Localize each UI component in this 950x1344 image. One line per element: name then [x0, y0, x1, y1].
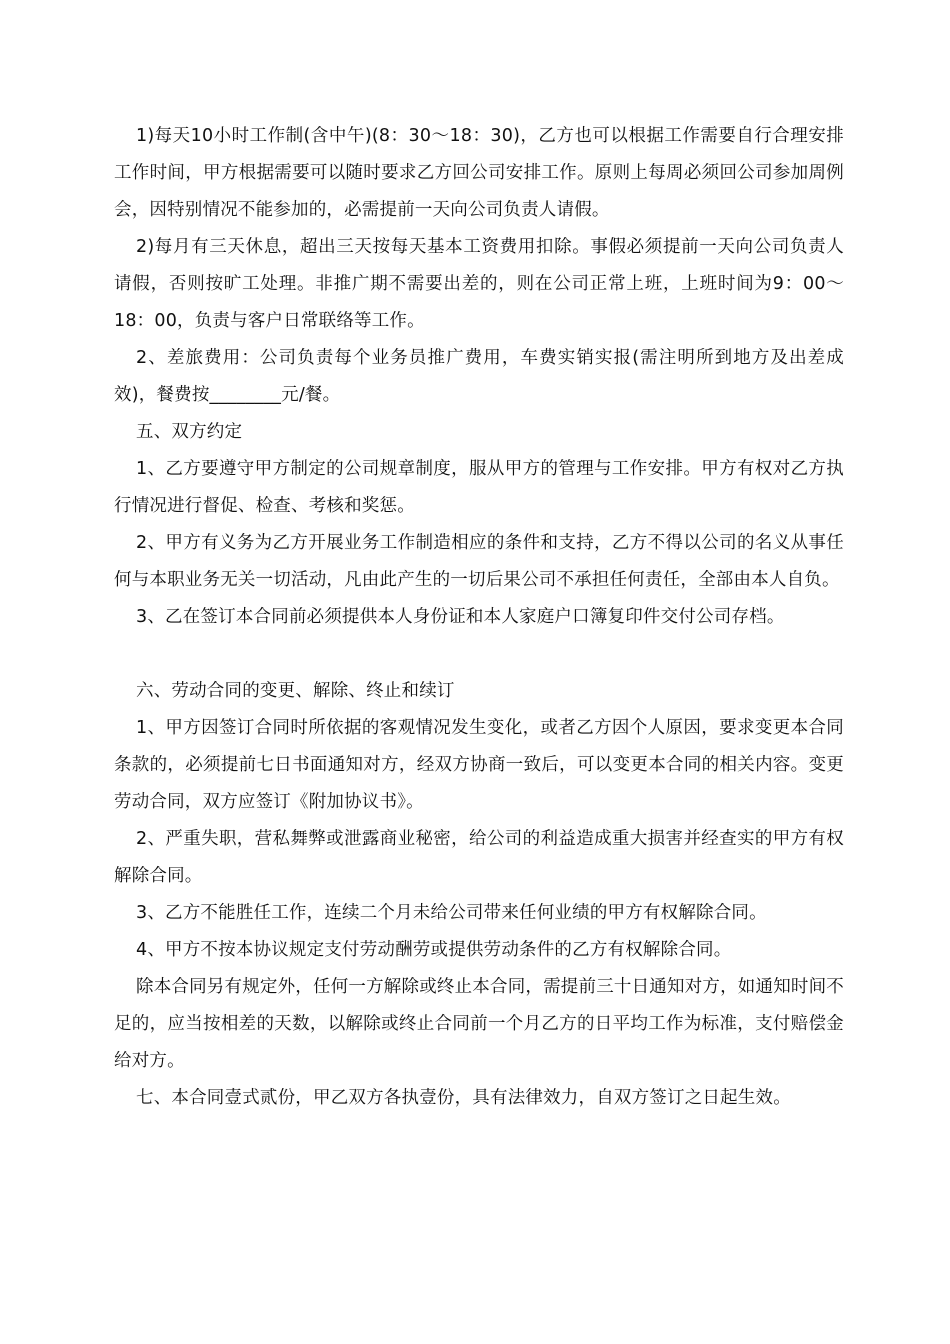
paragraph-working-hours: 1)每天10小时工作制(含中午)(8：30～18：30)，乙方也可以根据工作需要自行合理安排工作时间，甲方根据需要可以随时要求乙方回公司安排工作。原则上每周必须回公司参加周例会，因特别情况不能参加的，必需提前一天向公司负责人请假。: [114, 126, 844, 220]
section-heading-mutual-agreement: 五、双方约定: [136, 422, 243, 442]
paragraph-travel-expenses: 2、差旅费用：公司负责每个业务员推广费用，车费实销实报(需注明所到地方及出差成效)，餐费按________元/餐。: [114, 348, 844, 405]
blank-line: [114, 636, 844, 673]
paragraph-agreement-1: 1、乙方要遵守甲方制定的公司规章制度，服从甲方的管理与工作安排。甲方有权对乙方执行情况进行督促、检查、考核和奖惩。: [114, 459, 844, 516]
paragraph-agreement-2: 2、甲方有义务为乙方开展业务工作制造相应的条件和支持，乙方不得以公司的名义从事任何与本职业务无关一切活动，凡由此产生的一切后果公司不承担任何责任，全部由本人自负。: [114, 533, 844, 590]
paragraph-agreement-3: 3、乙在签订本合同前必须提供本人身份证和本人家庭户口簿复印件交付公司存档。: [136, 607, 785, 627]
paragraph-change-1: 1、甲方因签订合同时所依据的客观情况发生变化，或者乙方因个人原因，要求变更本合同条款的，必须提前七日书面通知对方，经双方协商一致后，可以变更本合同的相关内容。变更劳动合同，双方应签订《附加协议书》。: [114, 718, 844, 812]
paragraph-contract-effect: 七、本合同壹式贰份，甲乙双方各执壹份，具有法律效力，自双方签订之日起生效。: [136, 1088, 791, 1108]
paragraph-rest-days: 2)每月有三天休息，超出三天按每天基本工资费用扣除。事假必须提前一天向公司负责人请假，否则按旷工处理。非推广期不需要出差的，则在公司正常上班，上班时间为9：00～18：00，负责与客户日常联络等工作。: [114, 237, 844, 331]
paragraph-change-4: 4、甲方不按本协议规定支付劳动酬劳或提供劳动条件的乙方有权解除合同。: [136, 940, 732, 960]
paragraph-termination-notice: 除本合同另有规定外，任何一方解除或终止本合同，需提前三十日通知对方，如通知时间不足的，应当按相差的天数，以解除或终止合同前一个月乙方的日平均工作为标准，支付赔偿金给对方。: [114, 977, 844, 1071]
section-heading-contract-changes: 六、劳动合同的变更、解除、终止和续订: [136, 681, 455, 701]
paragraph-change-3: 3、乙方不能胜任工作，连续二个月未给公司带来任何业绩的甲方有权解除合同。: [136, 903, 767, 923]
paragraph-change-2: 2、严重失职，营私舞弊或泄露商业秘密，给公司的利益造成重大损害并经查实的甲方有权解除合同。: [114, 829, 844, 886]
document-body: [114, 118, 844, 1117]
